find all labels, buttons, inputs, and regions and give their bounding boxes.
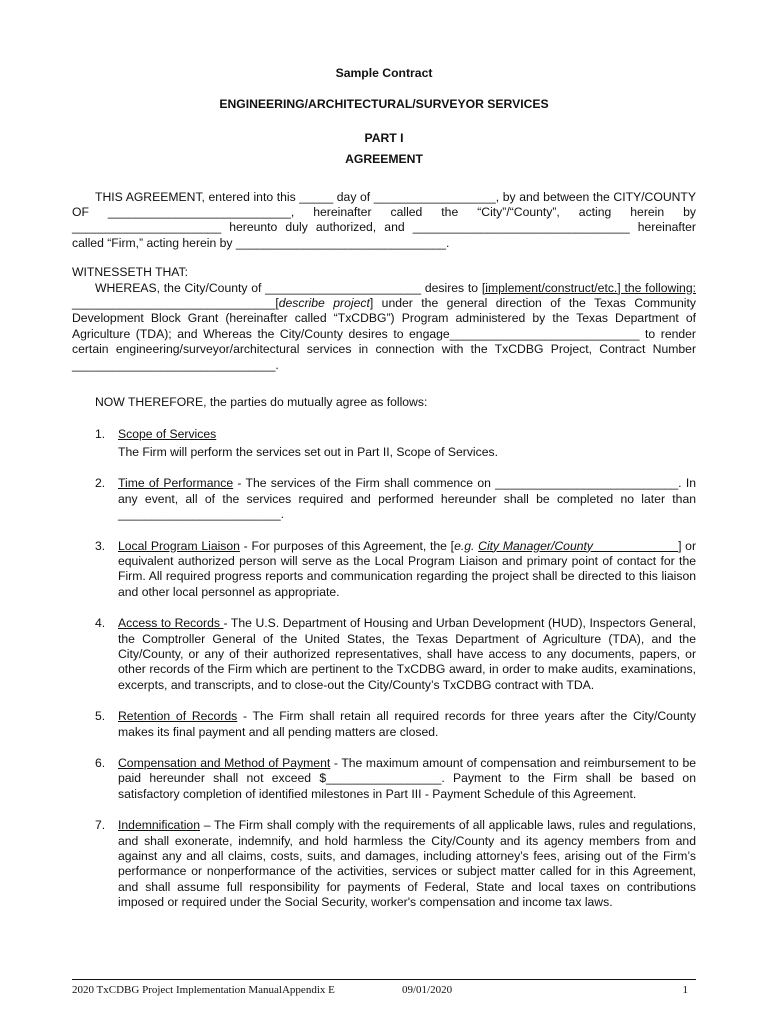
section-heading: AGREEMENT (345, 152, 423, 167)
item-number: 3. (95, 538, 106, 553)
whereas-text: WHEREAS, the City/County of _______________________ desires to (95, 280, 482, 295)
item-text: – The Firm shall comply with the requirements of all applicable laws, rules and regulations, and shall exonerate, indemnify, and hold harmless the City/County and its agency members from and against any and all claims, costs, suits, and damages, including attorney’s fees, arising out of the Firm’s performance or nonperformance of the activities, services or subject matter called for in this Agreement, and shall assume full responsibility for payments of Federal, State and local taxes on contributions imposed or required under the Social Security, worker's compensation and income tax laws. (118, 818, 696, 910)
footer-date: 09/01/2020 (402, 984, 453, 996)
footer-manual-title: 2020 TxCDBG Project Implementation ManualAppendix E (72, 984, 335, 996)
whereas-continuation: ] under the general direction of the Texas Community Development Block Grant (hereinafter called “TxCDBG”) Program administered by the Texas Department of Agriculture (TDA); and Whereas the City/County desires to engage____________________________ to render certain engineering/surveyor/architectural services in connection with the TxCDBG Project, Contract Number ______________________________. (72, 296, 696, 372)
item-text: - The services of the Firm shall commence on ___________________________. In any event, all of the services required and performed hereunder shall be completed no later than ________________________. (118, 476, 696, 522)
item-text: The Firm will perform the services set out in Part II, Scope of Services. (118, 444, 498, 459)
document-page (72, 62, 696, 927)
item-title: Local Program Liaison (118, 538, 240, 553)
item-number: 2. (95, 476, 106, 491)
whereas-blank: ______________________________[ (72, 296, 279, 311)
clause-list (72, 427, 696, 911)
item-number: 5. (95, 709, 106, 724)
list-item (72, 427, 696, 461)
whereas-paragraph (72, 281, 696, 373)
item-title: Access to Records (118, 616, 224, 631)
intro-paragraph: THIS AGREEMENT, entered into this _____ day of __________________, by and between the CITY/COUNTY OF ___________________________, hereinafter called the “City”/“County”, acting herein by ______________________ hereunto duly authorized, and ________________________________ hereinafter called “Firm,” acting herein by _______________________________. (72, 189, 696, 250)
footer-page-number: 1 (682, 984, 688, 996)
list-item (72, 539, 696, 601)
whereas-underlined: [implement/construct/etc.] the following: (481, 280, 696, 295)
item-number: 7. (95, 818, 106, 833)
item-title: Scope of Services (118, 426, 217, 441)
item-text: ] or equivalent authorized person will serve as the Local Program Liaison and primary point of contact for the Firm. All required progress reports and communication regarding the project shall be directed to this liaison and other local personnel as appropriate. (118, 538, 697, 599)
item-number: 4. (95, 616, 106, 631)
item-italic: e.g. (454, 538, 475, 553)
list-item (72, 818, 696, 910)
item-text: - The U.S. Department of Housing and Urban Development (HUD), Inspectors General, the Comptroller General of the United States, the Texas Department of Agriculture (TDA), and the City/County, or any of their authorized representatives, shall have access to any documents, papers, or other records of the Firm which are pertinent to the TxCDBG award, in order to make audits, examinations, excerpts, and transcripts, and to close-out the City/County’s TxCDBG contract with TDA. (118, 616, 696, 692)
item-text: - The maximum amount of compensation and reimbursement to be paid hereunder shall not exceed $_________________. Payment to the Firm shall be based on satisfactory completion of identified milestones in Part III - Payment Schedule of this Agreement. (118, 756, 696, 801)
item-title: Retention of Records (118, 709, 238, 724)
doc-subtitle: ENGINEERING/ARCHITECTURAL/SURVEYOR SERVICES (219, 97, 549, 112)
item-number: 6. (95, 756, 106, 770)
doc-title: Sample Contract (335, 66, 433, 80)
part-heading: PART I (364, 130, 404, 145)
list-item (72, 756, 696, 802)
list-item (72, 476, 696, 522)
describe-project: describe project (278, 296, 370, 311)
list-item (72, 616, 696, 693)
item-text: - For purposes of this Agreement, the [ (239, 538, 455, 553)
witness-heading: WITNESSETH THAT: (72, 265, 189, 280)
now-therefore: NOW THEREFORE, the parties do mutually agree as follows: (95, 395, 428, 410)
item-number: 1. (95, 426, 106, 441)
item-title: Compensation and Method of Payment (118, 756, 331, 770)
list-item (72, 709, 696, 740)
item-underlined: City Manager/County ____________ (478, 538, 679, 553)
item-title: Indemnification (118, 818, 200, 833)
item-title: Time of Performance (118, 476, 234, 491)
page-footer (72, 979, 696, 996)
item-text: - The Firm shall retain all required records for three years after the City/County makes its final payment and all pending matters are closed. (118, 709, 696, 739)
